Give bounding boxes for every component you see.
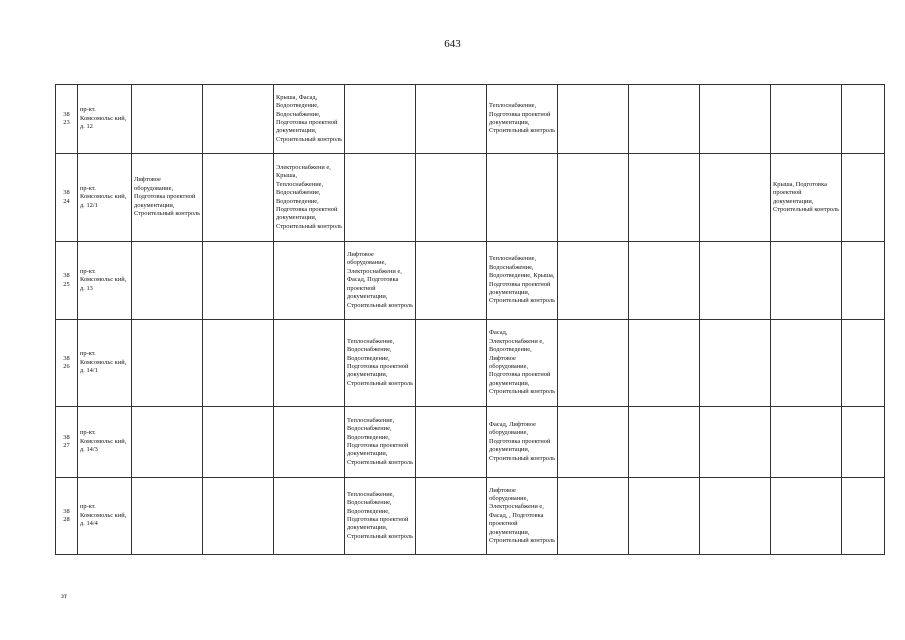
address-cell: пр-кт. Комсомольс кий, д. 12/1 <box>78 154 132 242</box>
empty-cell <box>629 407 700 478</box>
row-number: 38 27 <box>56 407 78 478</box>
empty-cell <box>700 242 771 320</box>
row-number: 38 25 <box>56 242 78 320</box>
empty-cell <box>629 85 700 154</box>
work-types-cell: Теплоснабжение, Водоснабжение, Водоотведение, Крыша, Подготовка проектной документации, Строительный контроль <box>487 242 558 320</box>
empty-cell <box>842 478 885 555</box>
empty-cell <box>203 320 274 407</box>
empty-cell <box>771 478 842 555</box>
empty-cell <box>274 407 345 478</box>
empty-cell <box>203 407 274 478</box>
empty-cell <box>629 154 700 242</box>
empty-cell <box>132 320 203 407</box>
work-types-cell: Теплоснабжение, Водоснабжение, Водоотведение, Подготовка проектной документации, Строительный контроль <box>345 478 416 555</box>
work-types-cell: Теплоснабжение, Водоснабжение, Водоотведение, Подготовка проектной документации, Строительный контроль <box>345 320 416 407</box>
empty-cell <box>203 85 274 154</box>
address-cell: пр-кт. Комсомольс кий, д. 14/3 <box>78 407 132 478</box>
work-types-cell: Фасад, Электроснабжени е, Водоотведение, Лифтовое оборудование, Подготовка проектной документации, Строительный контроль <box>487 320 558 407</box>
row-number: 38 26 <box>56 320 78 407</box>
empty-cell <box>700 85 771 154</box>
empty-cell <box>700 407 771 478</box>
empty-cell <box>842 320 885 407</box>
empty-cell <box>416 154 487 242</box>
work-types-cell: Лифтовое оборудование, Подготовка проектной документации, Строительный контроль <box>132 154 203 242</box>
empty-cell <box>629 478 700 555</box>
empty-cell <box>700 320 771 407</box>
address-cell: пр-кт. Комсомольс кий, д. 14/1 <box>78 320 132 407</box>
empty-cell <box>274 320 345 407</box>
empty-cell <box>274 478 345 555</box>
page-number: 643 <box>444 38 461 50</box>
work-types-cell: Крыша, Подготовка проектной документации, Строительный контроль <box>771 154 842 242</box>
empty-cell <box>416 478 487 555</box>
empty-cell <box>558 478 629 555</box>
empty-cell <box>132 85 203 154</box>
empty-cell <box>416 320 487 407</box>
empty-cell <box>487 154 558 242</box>
work-types-cell: Крыша, Фасад, Водоотведение, Водоснабжение, Подготовка проектной документации, Строительный контроль <box>274 85 345 154</box>
empty-cell <box>842 407 885 478</box>
work-types-cell: Фасад, Лифтовое оборудование, Подготовка проектной документации, Строительный контроль <box>487 407 558 478</box>
row-number: 38 24 <box>56 154 78 242</box>
empty-cell <box>842 242 885 320</box>
empty-cell <box>629 242 700 320</box>
address-cell: пр-кт. Комсомольс кий, д. 14/4 <box>78 478 132 555</box>
empty-cell <box>203 242 274 320</box>
empty-cell <box>700 154 771 242</box>
empty-cell <box>132 242 203 320</box>
empty-cell <box>558 320 629 407</box>
empty-cell <box>416 407 487 478</box>
empty-cell <box>842 154 885 242</box>
table-row <box>56 320 885 407</box>
empty-cell <box>132 478 203 555</box>
empty-cell <box>771 85 842 154</box>
work-types-cell: Электроснабжени е, Крыша, Теплоснабжение, Водоснабжение, Водоотведение, Подготовка проектной документации, Строительный контроль <box>274 154 345 242</box>
empty-cell <box>558 154 629 242</box>
empty-cell <box>771 407 842 478</box>
work-types-cell: Лифтовое оборудование, Электроснабжени е, Фасад, Подготовка проектной документации, Строительный контроль <box>345 242 416 320</box>
address-cell: пр-кт. Комсомольс кий, д. 12 <box>78 85 132 154</box>
empty-cell <box>629 320 700 407</box>
empty-cell <box>771 320 842 407</box>
empty-cell <box>416 85 487 154</box>
empty-cell <box>345 85 416 154</box>
empty-cell <box>842 85 885 154</box>
empty-cell <box>771 242 842 320</box>
empty-cell <box>558 407 629 478</box>
work-types-cell: Теплоснабжение, Подготовка проектной документации, Строительный контроль <box>487 85 558 154</box>
table-row <box>56 85 885 154</box>
empty-cell <box>700 478 771 555</box>
work-types-cell: Лифтовое оборудование, Электроснабжени е, Фасад, , Подготовка проектной документации, Строительный контроль <box>487 478 558 555</box>
row-number: 38 28 <box>56 478 78 555</box>
empty-cell <box>558 242 629 320</box>
table-row <box>56 154 885 242</box>
empty-cell <box>274 242 345 320</box>
empty-cell <box>132 407 203 478</box>
table-row <box>56 407 885 478</box>
empty-cell <box>558 85 629 154</box>
work-types-cell: Теплоснабжение, Водоснабжение, Водоотведение, Подготовка проектной документации, Строительный контроль <box>345 407 416 478</box>
empty-cell <box>416 242 487 320</box>
works-table <box>55 84 885 555</box>
table-row <box>56 478 885 555</box>
table-row <box>56 242 885 320</box>
empty-cell <box>203 154 274 242</box>
footer-mark: зт <box>61 592 67 600</box>
address-cell: пр-кт. Комсомольс кий, д. 13 <box>78 242 132 320</box>
row-number: 38 23 <box>56 85 78 154</box>
empty-cell <box>345 154 416 242</box>
empty-cell <box>203 478 274 555</box>
